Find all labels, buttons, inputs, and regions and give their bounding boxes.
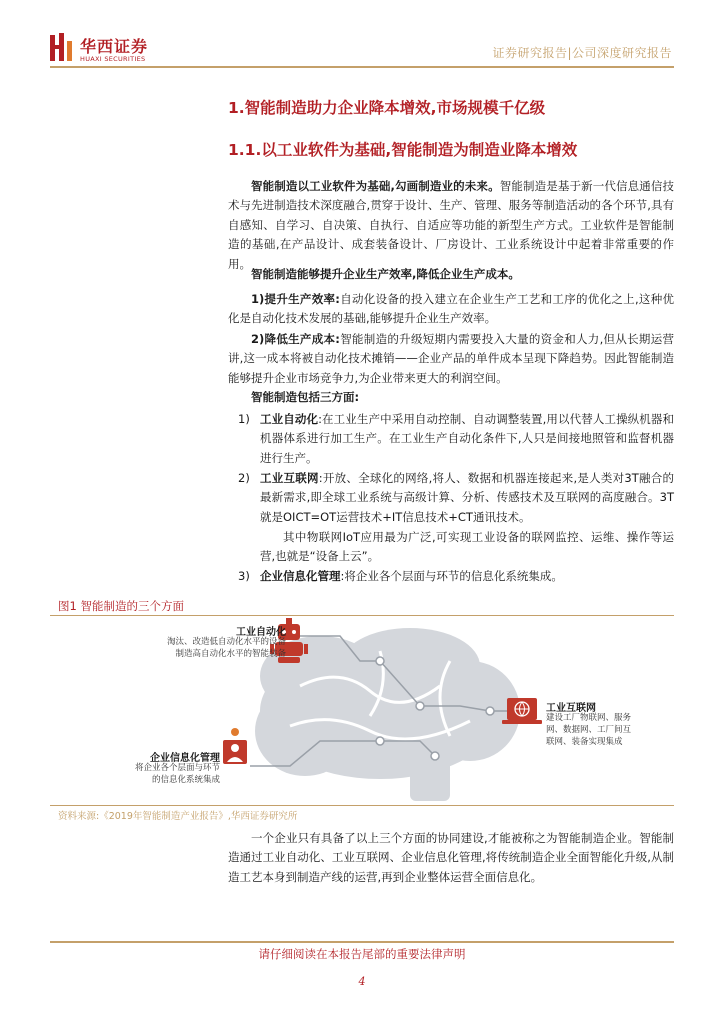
list-item-2-extra: 其中物联网IoT应用最为广泛,可实现工业设备的联网监控、运维、操作等运营,也就是“设备上云”。 (260, 530, 674, 564)
paragraph-closing (228, 829, 674, 887)
cost-label: 2)降低生产成本: (251, 332, 340, 346)
paragraph-intro-text: 智能制造是基于新一代信息通信技术与先进制造技术深度融合,贯穿于设计、生产、管理、服务等制造活动的各个环节,具有自感知、自学习、自决策、自执行、自适应等功能的新型生产方式。工业软件是智能制造的基础,在产品设计、成套装备设计、厂房设计、工业系统设计中起着非常重要的作用。 (228, 179, 675, 271)
page-number: 4 (358, 975, 366, 988)
node-enterprise-info-desc-1: 将企业各个层面与环节 (134, 763, 220, 773)
node-industrial-internet-desc-1: 建设工厂物联网、服务 (546, 713, 632, 723)
figure-caption: 图1 智能制造的三个方面 (58, 599, 184, 613)
list-item-2-number: 2) (238, 471, 250, 485)
huaxi-logo-mark (50, 33, 72, 61)
figure-source: 资料来源:《2019年智能制造产业报告》,华西证券研究所 (58, 811, 298, 822)
paragraph-efficiency-lead (228, 265, 674, 284)
section-heading-1-1: 1.1.以工业软件为基础,智能制造为制造业降本增效 (228, 141, 578, 159)
node-enterprise-info-desc-2: 的信息化系统集成 (151, 775, 220, 785)
logo-chinese-name: 华西证券 (80, 37, 149, 56)
efficiency-lead-text: 智能制造能够提升企业生产效率,降低企业生产成本。 (251, 267, 520, 281)
three-aspects-lead: 智能制造包括三方面: (251, 390, 360, 404)
efficiency-label: 1)提升生产效率: (251, 292, 340, 306)
manager-idea-icon (223, 728, 247, 764)
list-item-1-number: 1) (238, 412, 250, 426)
list-item-1-text: :在工业生产中采用自动控制、自动调整装置,用以代替人工操纵机器和机器体系进行加工生产。在工业生产自动化条件下,人只是间接地照管和监督机器进行生产。 (260, 412, 675, 465)
paragraph-three-aspects (228, 388, 674, 407)
list-item-3-title: 企业信息化管理 (260, 569, 341, 583)
list-item-2 (260, 469, 674, 527)
laptop-globe-icon (502, 698, 542, 724)
legal-notice: 请仔细阅读在本报告尾部的重要法律声明 (258, 947, 466, 961)
list-item-3-number: 3) (238, 569, 250, 583)
paragraph-intro (228, 177, 674, 274)
node-industrial-automation-title: 工业自动化 (236, 627, 286, 638)
list-item-1-title: 工业自动化 (260, 412, 319, 426)
header-divider (50, 66, 674, 68)
footer-divider (50, 941, 674, 943)
node-industrial-automation-desc-2: 制造高自动化水平的智能装备 (175, 649, 286, 659)
node-industrial-internet-title: 工业互联网 (546, 703, 596, 714)
paragraph-intro-lead: 智能制造以工业软件为基础,勾画制造业的未来。 (251, 179, 500, 193)
list-item-2-text: :开放、全球化的网络,将人、数据和机器连接起来,是人类对3T融合的最新需求,即全球工业系统与高级计算、分析、传感技术及互联网的高度融合。3T就是OICT=OT运营技术+IT信息技术+CT通讯技术。 (260, 471, 674, 524)
list-item-2-title: 工业互联网 (260, 471, 319, 485)
paragraph-cost (228, 330, 674, 388)
efficiency-text: 自动化设备的投入建立在企业生产工艺和工序的优化之上,这种优化是自动化技术发展的基础,能够提升企业生产效率。 (228, 292, 675, 326)
list-item-3 (260, 567, 674, 586)
report-type-label: 证券研究报告|公司深度研究报告 (492, 46, 672, 60)
figure-bottom-rule (50, 805, 674, 806)
list-item-3-text: :将企业各个层面与环节的信息化系统集成。 (340, 569, 563, 583)
paragraph-efficiency (228, 290, 674, 329)
node-industrial-automation-desc-1: 淘汰、改造低自动化水平的设备 (166, 637, 286, 647)
node-industrial-internet-desc-3: 联网、装备实现集成 (546, 737, 623, 747)
cost-text: 智能制造的升级短期内需要投入大量的资金和人力,但从长期运营讲,这一成本将被自动化技术摊销——企业产品的单件成本呈现下降趋势。因此智能制造能够提升企业市场竞争力,为企业带来更大的利润空间。 (228, 332, 675, 385)
closing-text: 一个企业只有具备了以上三个方面的协同建设,才能被称之为智能制造企业。智能制造通过工业自动化、工业互联网、企业信息化管理,将传统制造企业全面智能化升级,从制造工艺本身到制造产线的运营,再到企业整体运营全面信息化。 (228, 831, 674, 884)
node-enterprise-info-title: 企业信息化管理 (150, 753, 220, 764)
list-item-1 (260, 410, 674, 468)
logo-english-name: HUAXI SECURITIES (80, 55, 146, 63)
section-heading-1: 1.智能制造助力企业降本增效,市场规模千亿级 (228, 99, 546, 117)
node-industrial-internet-desc-2: 网、数据网、工厂间互 (546, 725, 632, 735)
